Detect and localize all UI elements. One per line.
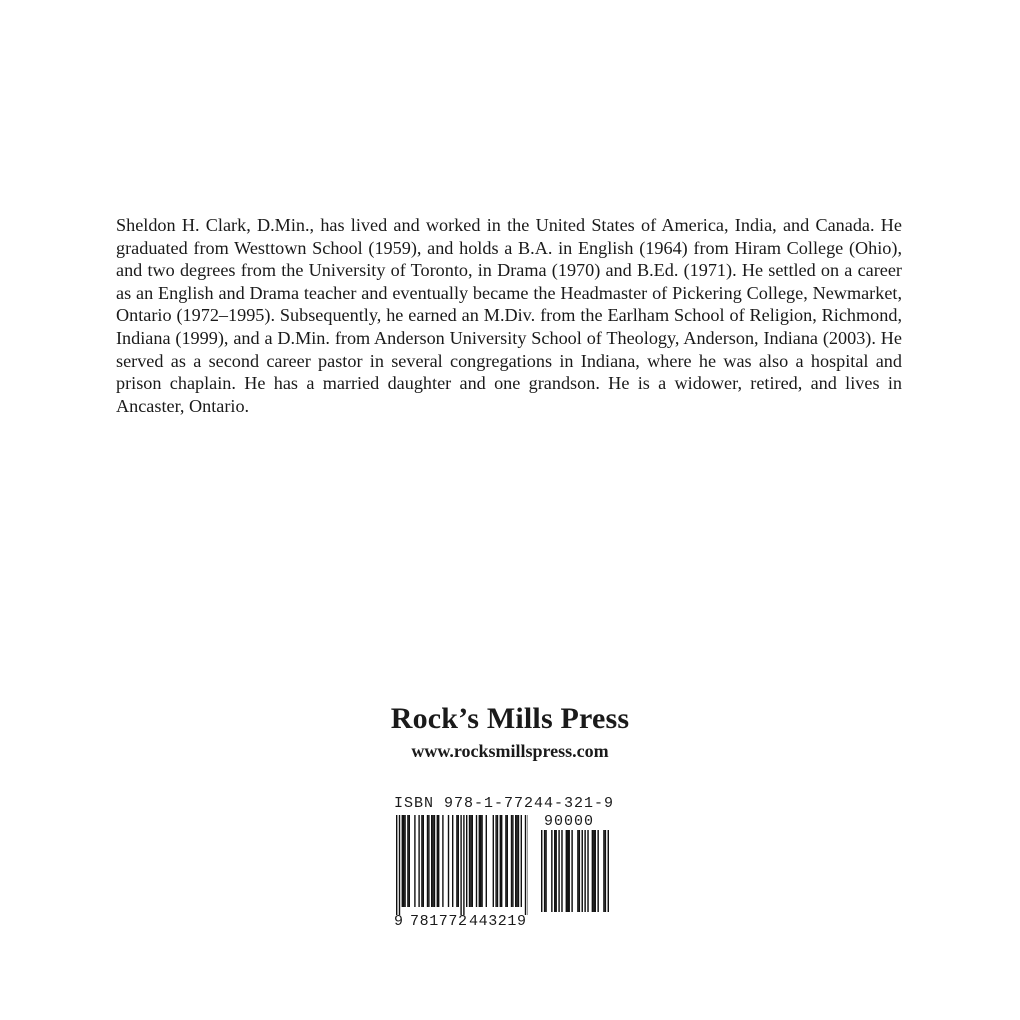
barcode-bar — [428, 815, 429, 907]
barcode-bar — [434, 815, 435, 907]
barcode-bar — [421, 815, 422, 907]
addon-bar — [551, 830, 552, 912]
barcode-bar — [480, 815, 481, 907]
barcode-bar — [396, 815, 397, 915]
barcode-bar — [418, 815, 419, 907]
barcode-bar — [423, 815, 424, 907]
barcode-bar — [470, 815, 471, 907]
barcode-bar — [458, 815, 459, 907]
barcode-left-digits: 781772 — [410, 913, 468, 930]
addon-bar — [597, 830, 598, 912]
barcode-bar — [515, 815, 516, 907]
addon-bar — [593, 830, 594, 912]
barcode-bar — [438, 815, 439, 907]
barcode-bar — [505, 815, 506, 907]
barcode-bar — [495, 815, 496, 907]
addon-bar — [544, 830, 545, 912]
barcode-bar — [469, 815, 470, 907]
barcode-bar — [448, 815, 449, 907]
barcode-bar — [525, 815, 526, 915]
addon-bar — [603, 830, 604, 912]
barcode-bar — [472, 815, 473, 907]
isbn-barcode — [396, 815, 528, 915]
barcode-bar — [497, 815, 498, 907]
barcode-bar — [493, 815, 494, 907]
barcode-bar — [460, 815, 461, 915]
barcode-right-digits: 443219 — [469, 913, 527, 930]
addon-bar — [566, 830, 567, 912]
barcode-bar — [431, 815, 432, 907]
publisher-website: www.rocksmillspress.com — [411, 741, 609, 761]
barcode-bar — [466, 815, 467, 907]
price-addon-label: 90000 — [544, 813, 595, 830]
barcode-bar — [516, 815, 517, 907]
addon-bar — [554, 830, 555, 912]
addon-barcode — [541, 830, 609, 912]
addon-bar — [541, 830, 542, 912]
barcode-bar — [432, 815, 433, 907]
isbn-label: ISBN 978-1-77244-321-9 — [394, 795, 615, 812]
barcode-bar — [476, 815, 477, 907]
addon-bar — [582, 830, 583, 912]
barcode-bar — [437, 815, 438, 907]
addon-bar — [568, 830, 569, 912]
barcode-bar — [456, 815, 457, 907]
barcode-bar — [414, 815, 415, 907]
barcode-bar — [507, 815, 508, 907]
barcode-bar — [427, 815, 428, 907]
addon-bar — [605, 830, 606, 912]
addon-bar — [558, 830, 559, 912]
barcode-bar — [452, 815, 453, 907]
barcode-bar — [486, 815, 487, 907]
publisher-name: Rock’s Mills Press — [390, 702, 630, 735]
addon-bar — [571, 830, 572, 912]
barcode-bar — [409, 815, 410, 907]
barcode-bar — [463, 815, 464, 915]
barcode-bar — [479, 815, 480, 907]
barcode-bar — [521, 815, 522, 907]
barcode-bar — [407, 815, 408, 907]
addon-bar — [608, 830, 609, 912]
addon-bar — [579, 830, 580, 912]
barcode-bar — [403, 815, 404, 907]
addon-bar — [592, 830, 593, 912]
barcode-bar — [501, 815, 502, 907]
barcode-bar — [511, 815, 512, 907]
addon-bar — [584, 830, 585, 912]
barcode-bar — [404, 815, 405, 907]
addon-bar — [545, 830, 546, 912]
barcode-bar — [402, 815, 403, 907]
barcode-bar — [512, 815, 513, 907]
barcode-first-digit: 9 — [394, 913, 404, 930]
author-bio: Sheldon H. Clark, D.Min., has lived and worked in the United States of America, India, and Canada. He graduated from Westtown School (1959), and holds a B.A. in English (1964) from Hiram College (Ohio), and two degrees from the University of Toronto, in Drama (1970) and B.Ed. (1971). He settled on a career as an English and Drama teacher and eventually became the Headmaster of Pickering College, Newmarket, Ontario (1972–1995). Subsequently, he earned an M.Div. from the Earlham School of Religion, Richmond, Indiana (1999), and a D.Min. from Anderson University School of Theology, Anderson, Indiana (2003). He served as a second career pastor in several congregations in Indiana, where he was also a hospital and prison chaplain. He has a married daughter and one grandson. He is a widower, retired, and lives in Ancaster, Ontario. — [116, 215, 902, 416]
addon-bar — [555, 830, 556, 912]
addon-bar — [577, 830, 578, 912]
addon-bar — [595, 830, 596, 912]
barcode-bar — [481, 815, 482, 907]
barcode-bar — [500, 815, 501, 907]
barcode-bar — [442, 815, 443, 907]
addon-bar — [567, 830, 568, 912]
addon-bar — [587, 830, 588, 912]
addon-bar — [561, 830, 562, 912]
barcode-bar — [518, 815, 519, 907]
barcode-bar — [399, 815, 400, 915]
